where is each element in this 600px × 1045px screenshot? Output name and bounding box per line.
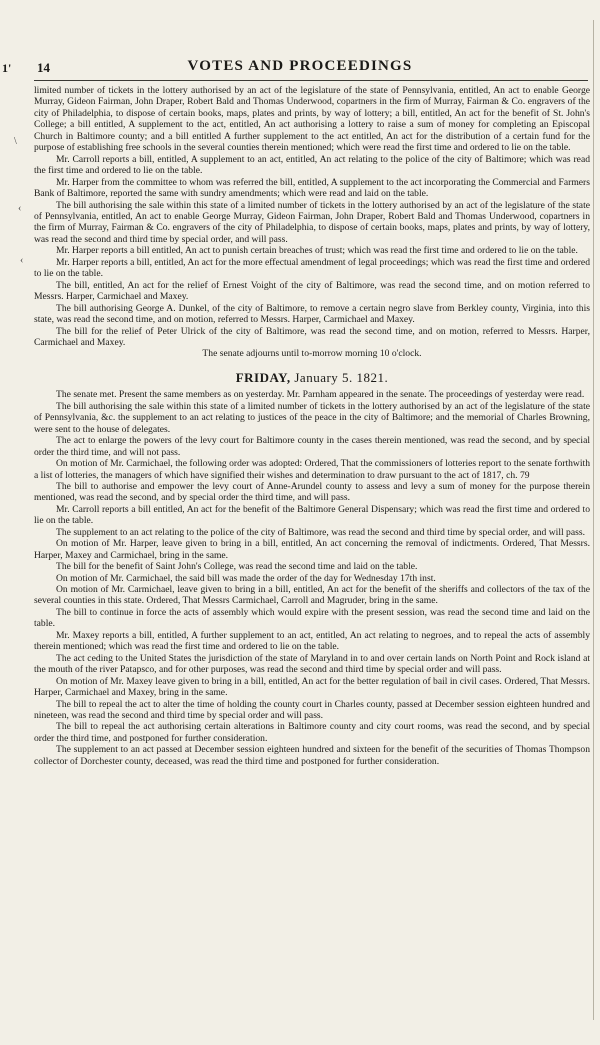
paragraph: The bill to authorise and empower the levy court of Anne-Arundel county to assess and levy a sum of money for the purpose therein mentioned, was read the second, and by special order the third time, and will pass. (34, 480, 590, 504)
day-date: January 5. 1821. (294, 369, 389, 385)
page-number: 14 (37, 60, 50, 75)
day-heading (34, 369, 590, 385)
text-column (34, 85, 590, 767)
paragraph: Mr. Carroll reports a bill entitled, An act for the benefit of the Baltimore General Dispensary; which was read the first time and ordered to lie on the table. (34, 503, 590, 527)
paragraph: The bill to repeal the act to alter the time of holding the county court in Charles county, passed at December session eighteen hundred and nineteen, was read the second and third time by special order and will pass. (34, 698, 590, 722)
paragraph: On motion of Mr. Carmichael, the following order was adopted: Ordered, That the commissioners of lotteries report to the senate forthwith a list of lotteries, the managers of which have signified their wishes and determination to draw pursuant to the act of 1817, ch. 79 (34, 458, 590, 481)
paragraph: On motion of Mr. Carmichael, the said bill was made the order of the day for Wednesday 17th inst. (56, 572, 436, 584)
paragraph: The bill authorising the sale within this state of a limited number of tickets in the lottery authorised by an act of the legislature of the state of Pennsylvania, &c. the supplement to an act relating to justices of the peace in the city of Baltimore; and the memorial of Charles Browning, were sent to the house of delegates. (34, 400, 590, 435)
running-head: VOTES AND PROCEEDINGS (187, 58, 413, 74)
paragraph: On motion of Mr. Harper, leave given to bring in a bill, entitled, An act concerning the removal of indictments. Ordered, That Messrs. Harper, Maxey and Carmichael, bring in the same. (34, 538, 590, 561)
paragraph: On motion of Mr. Maxey leave given to bring in a bill, entitled, An act for the better regulation of bail in civil cases. Ordered, That Messrs. Harper, Carmichael and Maxey, bring in the same. (34, 675, 590, 699)
paragraph: The bill, entitled, An act for the relief of Ernest Voight of the city of Baltimore, was read the second time, and on motion referred to Messrs. Harper, Carmichael and Maxey. (34, 279, 590, 303)
paragraph: Mr. Harper reports a bill, entitled, An act for the more effectual amendment of legal proceedings; which was read the first time and ordered to lie on the table. (34, 256, 590, 280)
paragraph: Mr. Maxey reports a bill, entitled, A further supplement to an act, entitled, An act relating to negroes, and to repeal the acts of assembly therein mentioned; which was read the first time and ordered to lie on the table. (34, 629, 590, 653)
paragraph: The supplement to an act passed at December session eighteen hundred and sixteen for the benefit of the securities of Thomas Thompson collector of Dorchester county, deceased, was read the third time and postponed for further consideration. (34, 744, 590, 767)
paragraph: The act ceding to the United States the jurisdiction of the state of Maryland in to and over certain lands on North Point and Rock island at the mouth of the river Patapsco, and for other purposes, was read the second and third time by special order and will pass. (34, 652, 590, 676)
paragraph: The bill authorising the sale within this state of a limited number of tickets in the lottery authorised by an act of the legislature of the state of Pennsylvania, entitled, An act to enable George Murray, Gideon Fairman, John Draper, Robert Bald and Thomas Underwood, copartners in the firm of Murray, Fairman & Co. engravers of the city of Philadelphia, to dispose of certain books, maps, plates and prints, by way of lottery, was read the second and third time by special order, and will pass. (34, 199, 590, 245)
margin-tick: ‹ (18, 203, 22, 214)
day-name: FRIDAY, (235, 369, 291, 385)
paragraph: The bill for the benefit of Saint John's College, was read the second time and laid on the table. (56, 561, 418, 573)
header-rule (34, 80, 588, 81)
paragraph: The senate met. Present the same members as on yesterday. Mr. Parnham appeared in the senate. The proceedings of yesterday were read. (56, 389, 585, 401)
margin-mark: 1' (2, 61, 12, 75)
paragraph: The bill to repeal the act authorising certain alterations in Baltimore county and city court rooms, was read the second, and by special order the third time, and postponed for further consideration. (34, 721, 590, 744)
paragraph: The bill authorising George A. Dunkel, of the city of Baltimore, to remove a certain negro slave from Berkley county, Virginia, into this state, was read the second time, and on motion, referred to Messrs. Harper, Carmichael and Maxey. (34, 302, 590, 326)
paragraph: Mr. Harper from the committee to whom was referred the bill, entitled, A supplement to the act incorporating the Commercial and Farmers Bank of Baltimore, reported the same with sundry amendments; which were read and laid on the table. (34, 176, 590, 200)
page-edge-rule (593, 20, 594, 1020)
margin-tick: \ (14, 136, 17, 147)
margin-tick: ‹ (20, 255, 24, 266)
paragraph: limited number of tickets in the lottery authorised by an act of the legislature of the state of Pennsylvania, entitled, An act to enable George Murray, Gideon Fairman, John Draper, Robert Bald and Thomas Underwood, copartners in the firm of Murray, Fairman & Co. engravers of the city of Philadelphia, to dispose of certain books, maps, plates and prints, by way of lottery; a bill, entitled, An act for the benefit of St. John's College; a bill entitled, A supplement to the act, entitled, An act authorising a lottery to raise a sum of money for completing an Episcopal Church in Baltimore county; and a bill entitled A further supplement to the act entitled, An act for the distribution of a certain fund for the purpose of establishing free schools in the several counties therein mentioned; which were read the first time and ordered to lie on the table. (34, 85, 590, 154)
paragraph: Mr. Harper reports a bill entitled, An act to punish certain breaches of trust; which was read the first time and ordered to lie on the table. (56, 245, 578, 257)
paragraph: The act to enlarge the powers of the levy court for Baltimore county in the cases therein mentioned, was read the second, and by special order the third time, and will not pass. (34, 435, 590, 458)
paragraph: The supplement to an act relating to the police of the city of Baltimore, was read the second and third time by special order, and will pass. (56, 526, 585, 538)
paragraph: The bill for the relief of Peter Ulrick of the city of Baltimore, was read the second time, and on motion, referred to Messrs. Harper, Carmichael and Maxey. (34, 325, 590, 348)
paragraph: On motion of Mr. Carmichael, leave given to bring in a bill, entitled, An act for the benefit of the sheriffs and collectors of the tax of the several counties in this state. Ordered, That Messrs Carmichael, Carroll and Magruder, bring in the same. (34, 584, 590, 607)
paragraph: The bill to continue in force the acts of assembly which would expire with the present session, was read the second time and laid on the table. (34, 606, 590, 630)
paragraph: Mr. Carroll reports a bill, entitled, A supplement to an act, entitled, An act relating to the police of the city of Baltimore; which was read the first time and ordered to lie on the table. (34, 153, 590, 177)
adjournment-line: The senate adjourns until to-morrow morning 10 o'clock. (202, 348, 422, 360)
